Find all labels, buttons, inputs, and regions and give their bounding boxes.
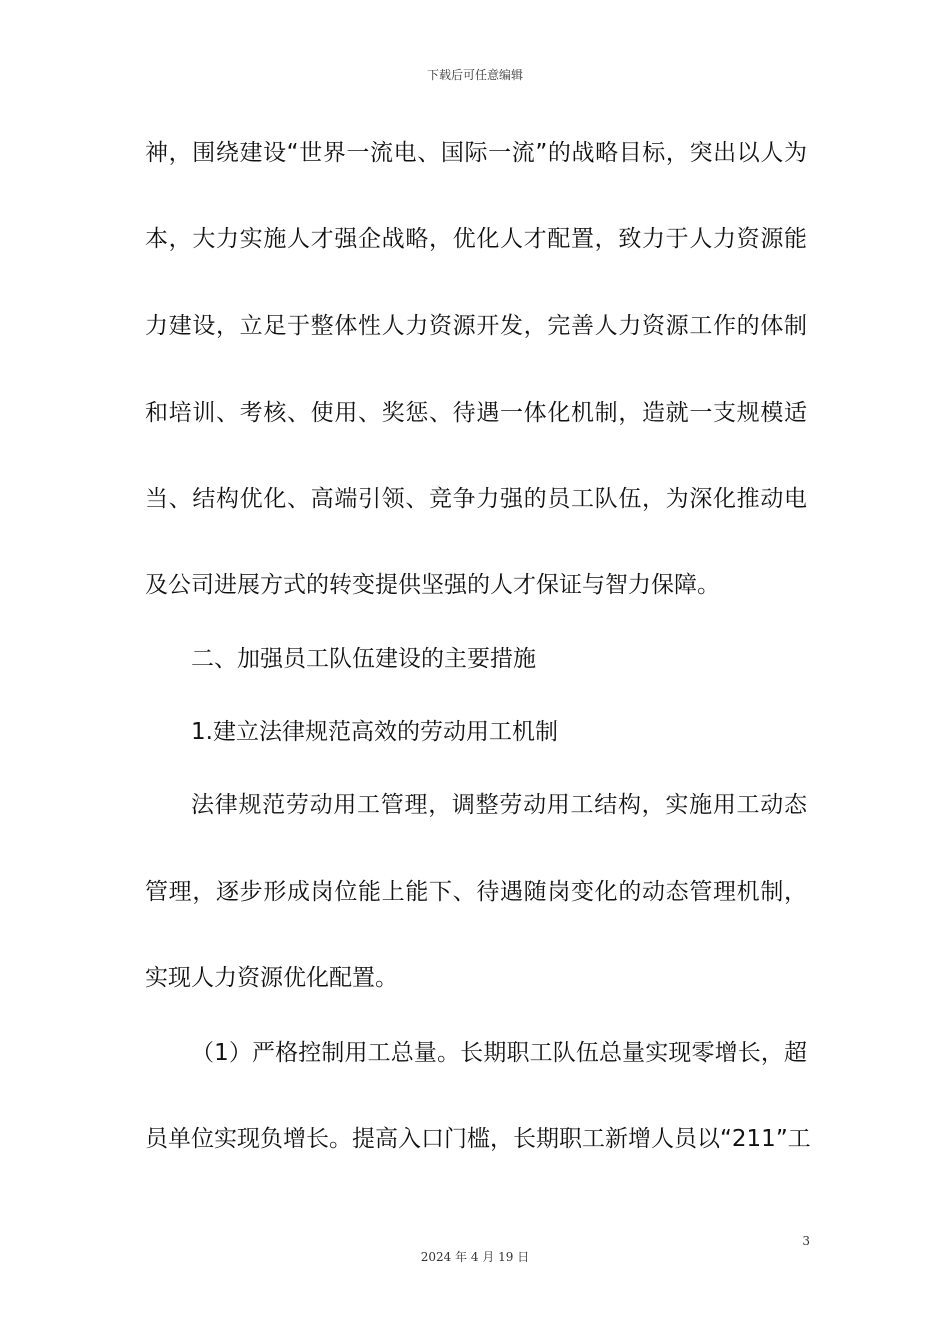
page-footer-date: 2024 年 4 月 19 日 xyxy=(420,1250,530,1264)
page-header: 下载后可任意编辑 xyxy=(426,68,523,82)
page-number: 3 xyxy=(802,1234,810,1248)
body-line-4: 和培训、考核、使用、奖惩、待遇一体化机制，造就一支规模适 xyxy=(145,400,807,426)
body-line-12: （1）严格控制用工总量。长期职工队伍总量实现零增长，超 xyxy=(191,1040,807,1066)
body-line-11: 实现人力资源优化配置。 xyxy=(145,965,398,991)
body-line-3: 力建设，立足于整体性人力资源开发，完善人力资源工作的体制 xyxy=(145,313,807,339)
section-heading: 二、加强员工队伍建设的主要措施 xyxy=(191,646,536,672)
body-line-9: 法律规范劳动用工管理，调整劳动用工结构，实施用工动态 xyxy=(191,792,807,818)
body-line-1: 神，围绕建设“世界一流电、国际一流”的战略目标，突出以人为 xyxy=(145,140,807,166)
body-line-13: 员单位实现负增长。提高入口门槛，长期职工新增人员以“211”工 xyxy=(145,1126,811,1152)
subsection-heading: 1.建立法律规范高效的劳动用工机制 xyxy=(191,719,558,745)
body-line-6: 及公司进展方式的转变提供坚强的人才保证与智力保障。 xyxy=(145,572,720,598)
body-line-10: 管理，逐步形成岗位能上能下、待遇随岗变化的动态管理机制， xyxy=(145,879,807,905)
body-line-2: 本，大力实施人才强企战略，优化人才配置，致力于人力资源能 xyxy=(145,226,807,252)
body-line-5: 当、结构优化、高端引领、竞争力强的员工队伍，为深化推动电 xyxy=(145,486,807,512)
